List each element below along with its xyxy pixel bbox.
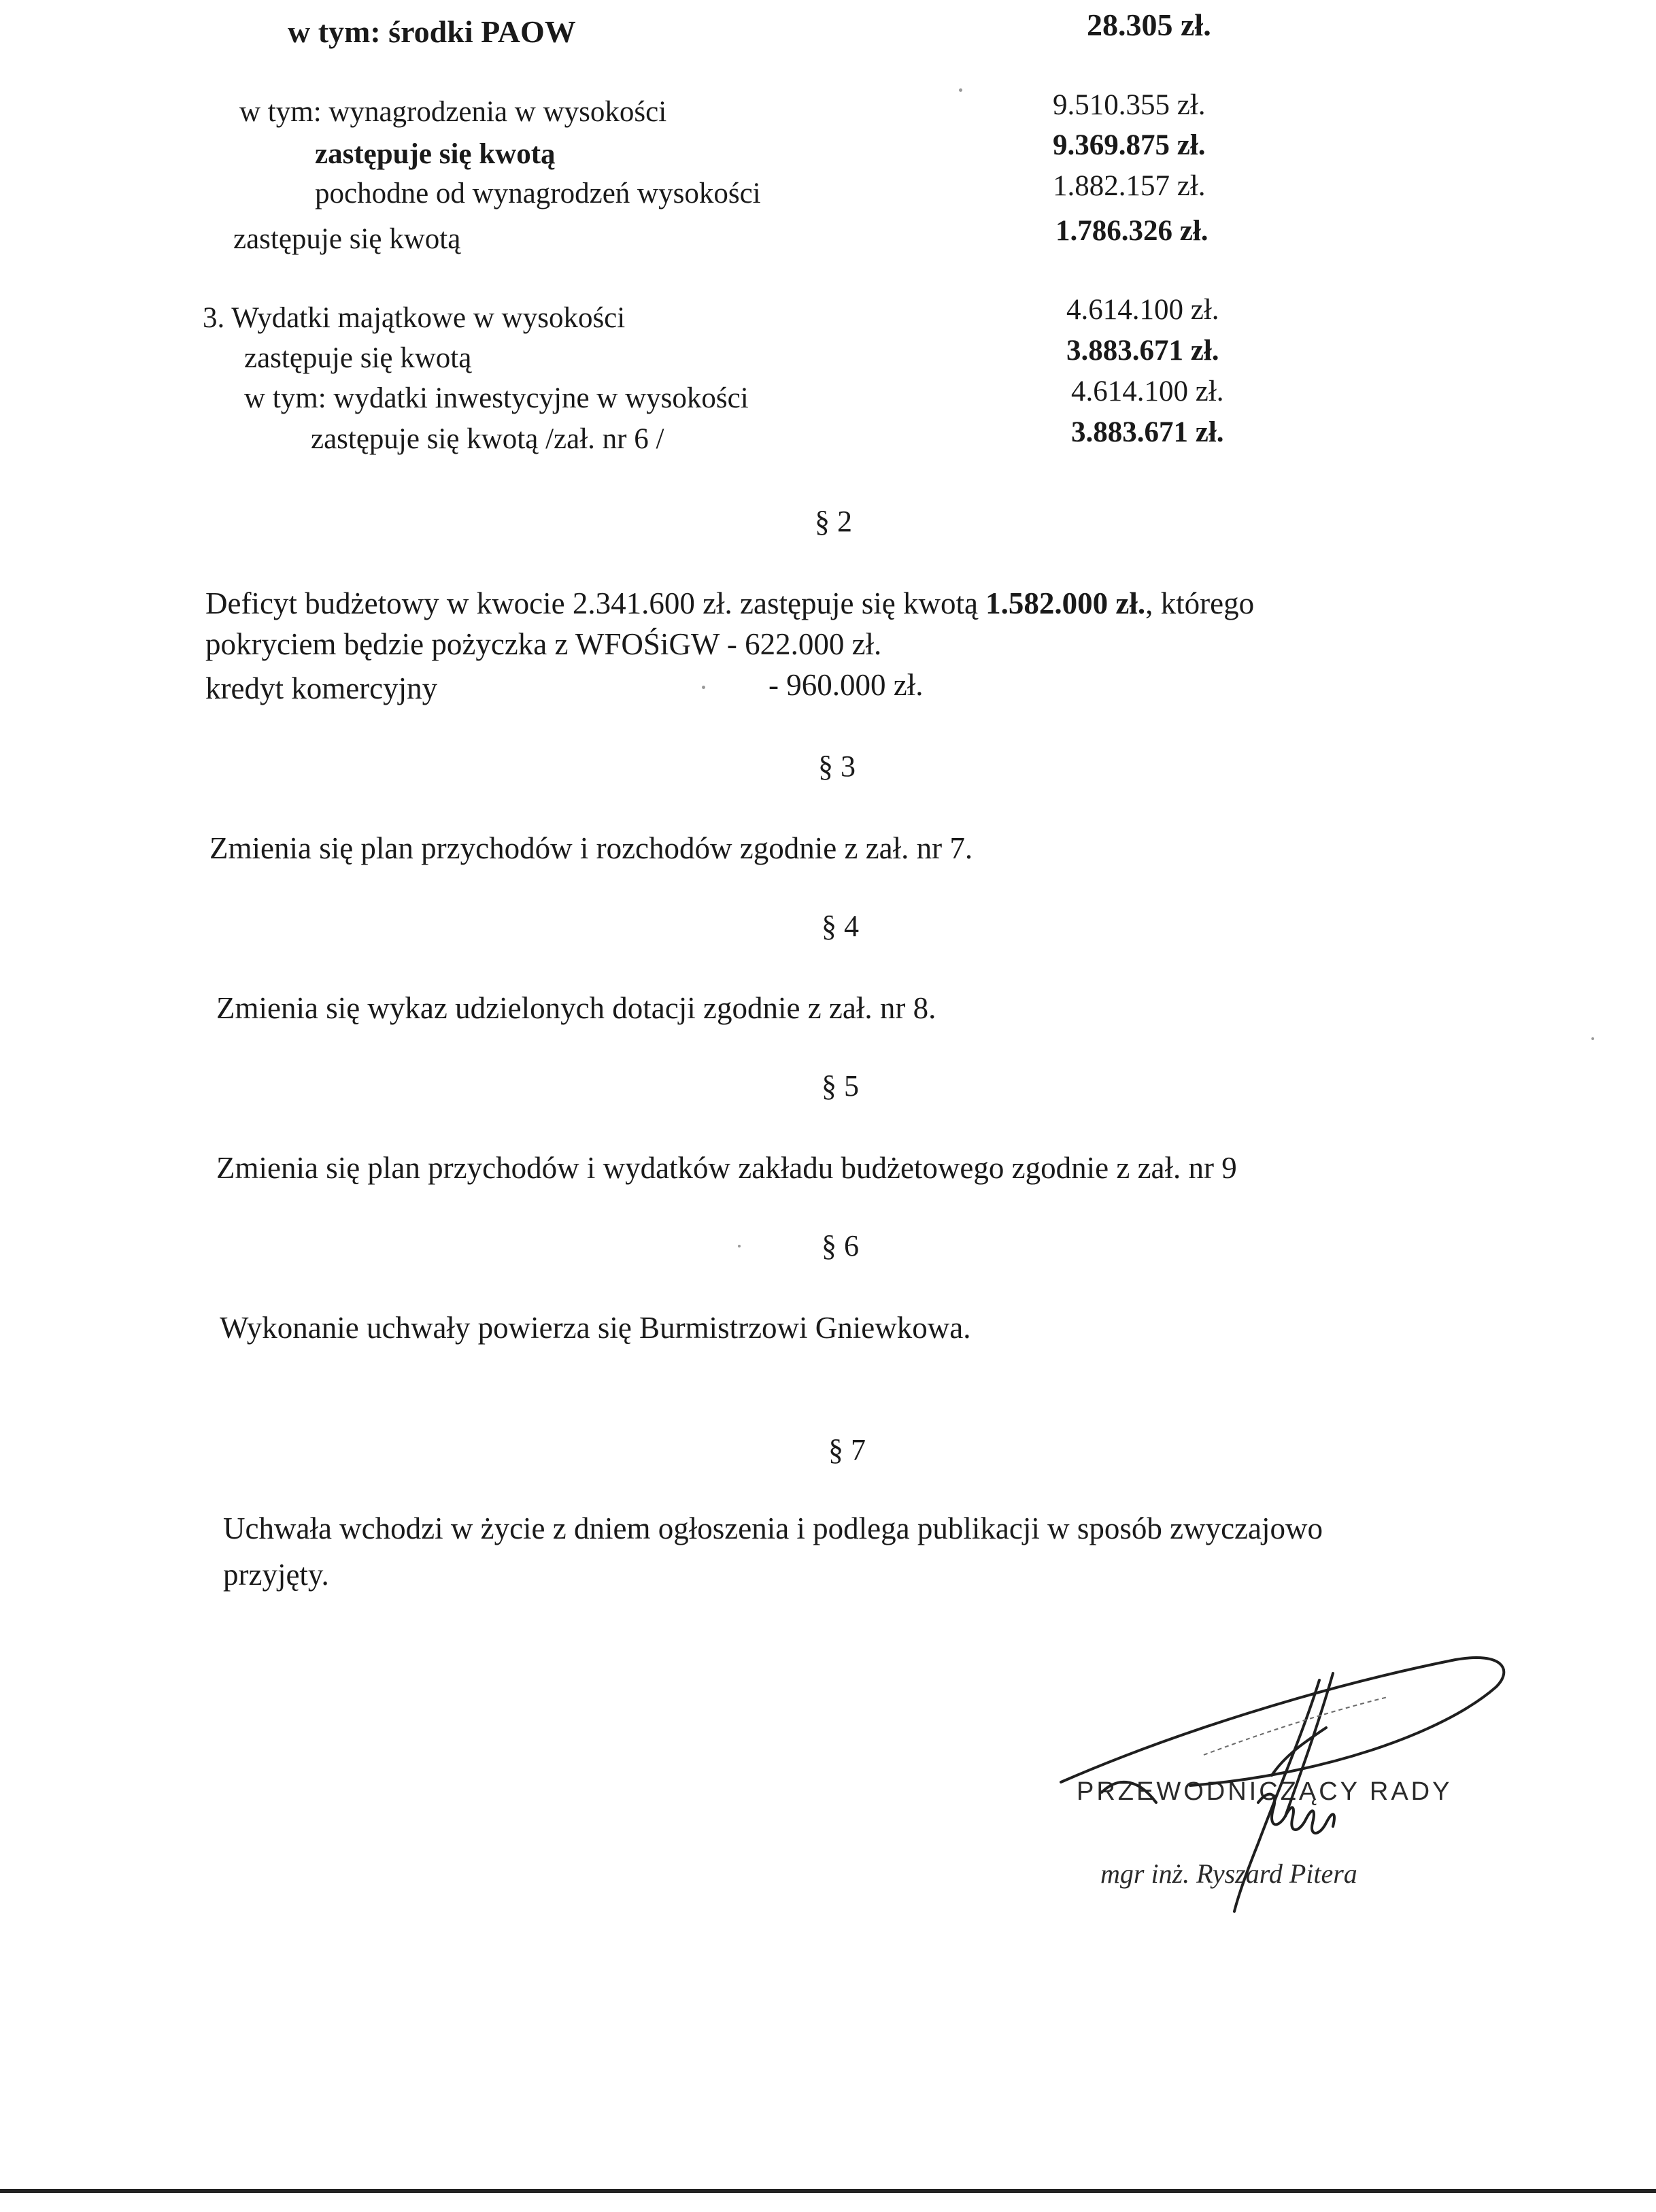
deficit-amount: 1.582.000 zł. — [985, 586, 1146, 620]
scan-speck — [1591, 1037, 1594, 1040]
scan-speck — [738, 1245, 741, 1247]
section-6-heading: § 6 — [822, 1229, 859, 1262]
derivatives-replace-label: zastępuje się kwotą — [233, 223, 461, 255]
capex-replace-value: 3.883.671 zł. — [1066, 335, 1219, 367]
paow-value: 28.305 zł. — [1087, 7, 1211, 42]
section-7-line-2: przyjęty. — [223, 1558, 329, 1592]
section-4-text: Zmienia się wykaz udzielonych dotacji zgodnie z zał. nr 8. — [216, 991, 936, 1025]
derivatives-value: 1.882.157 zł. — [1053, 170, 1206, 202]
section-2-line-3-value: - 960.000 zł. — [768, 668, 924, 702]
stamp-name: mgr inż. Ryszard Pitera — [1100, 1858, 1357, 1889]
section-2-line-2: pokryciem będzie pożyczka z WFOŚiGW - 622.000 zł. — [205, 627, 882, 661]
derivatives-label: pochodne od wynagrodzeń wysokości — [315, 178, 761, 210]
derivatives-replace-value: 1.786.326 zł. — [1055, 215, 1209, 247]
salaries-value: 9.510.355 zł. — [1053, 89, 1206, 121]
section-6-text: Wykonanie uchwały powierza się Burmistrzowi Gniewkowa. — [220, 1311, 971, 1345]
section-2-line-3-label: kredyt komercyjny — [205, 671, 438, 705]
section-2-line-1 — [205, 588, 1254, 619]
section-4-heading: § 4 — [822, 909, 859, 943]
section-3-heading: § 3 — [818, 750, 856, 783]
salaries-label: w tym: wynagrodzenia w wysokości — [239, 96, 667, 128]
capex-label: 3. Wydatki majątkowe w wysokości — [203, 302, 626, 334]
section-7-line-1: Uchwała wchodzi w życie z dniem ogłoszenia i podlega publikacji w sposób zwyczajowo — [223, 1511, 1323, 1545]
capex-replace-label: zastępuje się kwotą — [244, 342, 472, 374]
scan-speck — [702, 686, 705, 689]
invest-replace-label: zastępuje się kwotą /zał. nr 6 / — [311, 423, 664, 455]
deficit-text-tail: , którego — [1145, 586, 1255, 620]
salaries-replace-value: 9.369.875 zł. — [1053, 129, 1206, 161]
section-3-text: Zmienia się plan przychodów i rozchodów zgodnie z zał. nr 7. — [209, 831, 973, 865]
handwritten-signature — [1034, 1632, 1510, 1918]
bottom-edge-line — [0, 2189, 1656, 2193]
stamp-title: PRZEWODNICZĄCY RADY — [1077, 1777, 1453, 1806]
section-5-heading: § 5 — [822, 1069, 859, 1103]
section-5-text: Zmienia się plan przychodów i wydatków zakładu budżetowego zgodnie z zał. nr 9 — [216, 1151, 1237, 1185]
invest-value: 4.614.100 zł. — [1071, 375, 1224, 407]
scan-speck — [959, 88, 962, 92]
capex-value: 4.614.100 zł. — [1066, 294, 1219, 326]
invest-replace-value: 3.883.671 zł. — [1071, 416, 1224, 448]
salaries-replace-label: zastępuje się kwotą — [315, 138, 556, 170]
deficit-text: Deficyt budżetowy w kwocie 2.341.600 zł. zastępuje się kwotą — [205, 586, 986, 620]
paow-label: w tym: środki PAOW — [288, 14, 576, 49]
section-7-heading: § 7 — [828, 1433, 866, 1467]
invest-label: w tym: wydatki inwestycyjne w wysokości — [244, 382, 749, 414]
section-2-heading: § 2 — [815, 505, 852, 538]
